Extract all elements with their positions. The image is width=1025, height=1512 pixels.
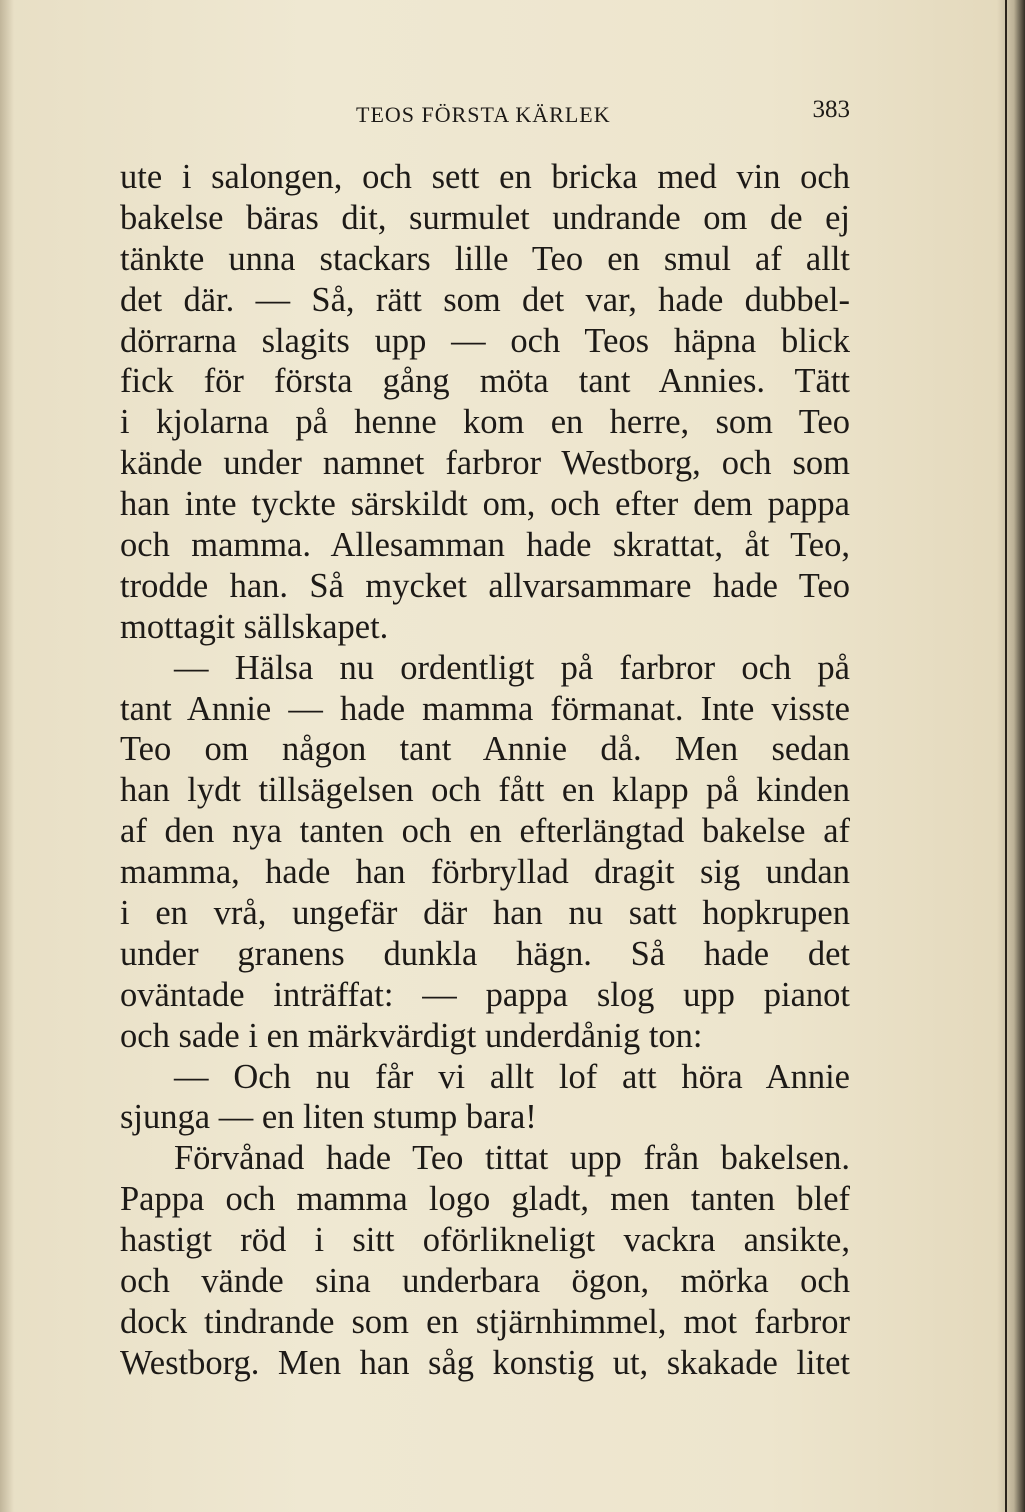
text-line: mamma, hade han förbryllad dragit sig undan: [120, 853, 850, 892]
text-line: och mamma. Allesamman hade skrattat, åt Teo,: [120, 526, 850, 565]
text-line: och sade i en märkvärdigt underdånig ton:: [120, 1016, 703, 1055]
text-line: trodde han. Så mycket allvarsammare hade Teo: [120, 566, 850, 605]
text-line: af den nya tanten och en efterlängtad bakelse af: [120, 812, 850, 851]
text-line: Westborg. Men han såg konstig ut, skakade litet: [120, 1343, 850, 1382]
book-spine-line: [1005, 0, 1007, 1512]
running-title: TEOS FÖRSTA KÄRLEK: [356, 102, 611, 127]
text-line: i en vrå, ungefär där han nu satt hopkrupen: [120, 894, 850, 933]
text-line: fick för första gång möta tant Annies. Tätt: [120, 362, 850, 401]
text-line: och vände sina underbara ögon, mörka och: [120, 1262, 850, 1301]
running-head: [120, 96, 850, 136]
text-line: dörrarna slagits upp — och Teos häpna blick: [120, 321, 850, 360]
text-line: bakelse bäras dit, surmulet undrande om de ej: [120, 198, 850, 237]
text-line: det där. — Så, rätt som det var, hade dubbel-: [120, 280, 850, 319]
text-line: han inte tyckte särskildt om, och efter dem pappa: [120, 485, 850, 524]
text-line: tänkte unna stackars lille Teo en smul af allt: [120, 239, 850, 278]
text-line: Pappa och mamma logo gladt, men tanten blef: [120, 1180, 850, 1219]
page-left-edge: [0, 0, 14, 1512]
text-line: under granens dunkla hägn. Så hade det: [120, 934, 850, 973]
text-line: hastigt röd i sitt oförlikneligt vackra ansikte,: [120, 1221, 850, 1260]
text-line: sjunga — en liten stump bara!: [120, 1098, 537, 1137]
page-number: 383: [812, 96, 850, 123]
text-line: dock tindrande som en stjärnhimmel, mot farbror: [120, 1302, 850, 1341]
text-line: han lydt tillsägelsen och fått en klapp på kinden: [120, 771, 850, 810]
text-line: Teo om någon tant Annie då. Men sedan: [120, 730, 850, 769]
text-line: mottagit sällskapet.: [120, 607, 389, 646]
text-line: — Och nu får vi allt lof att höra Annie: [174, 1057, 850, 1096]
text-line: ute i salongen, och sett en bricka med vin och: [120, 158, 850, 196]
book-spine-shadow: [997, 0, 1025, 1512]
text-line: Förvånad hade Teo tittat upp från bakelsen.: [174, 1139, 850, 1178]
text-line: i kjolarna på henne kom en herre, som Teo: [120, 403, 850, 442]
text-line: — Hälsa nu ordentligt på farbror och på: [174, 648, 850, 687]
body-text: [120, 157, 850, 1384]
text-line: kände under namnet farbror Westborg, och som: [120, 444, 850, 483]
text-line: oväntade inträffat: — pappa slog upp pianot: [120, 975, 850, 1014]
text-line: tant Annie — hade mamma förmanat. Inte visste: [120, 689, 850, 728]
